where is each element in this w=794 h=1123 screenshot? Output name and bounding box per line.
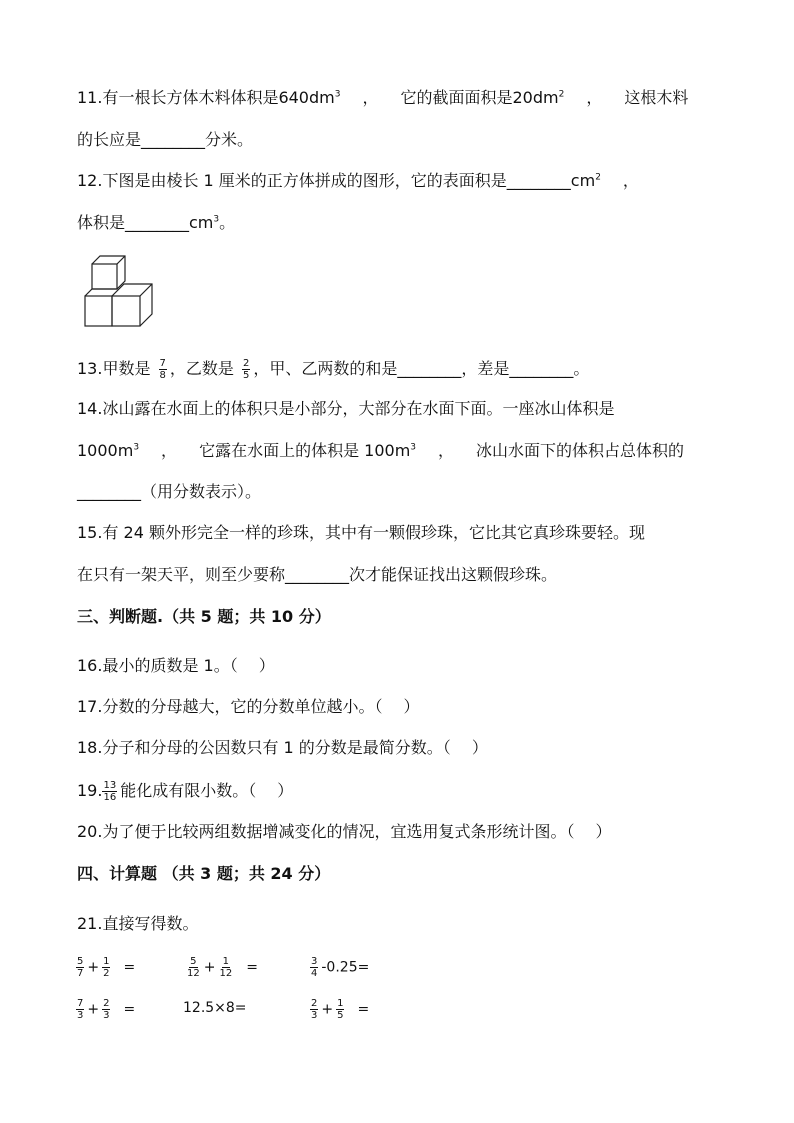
- q19-text: 能化成有限小数。（ ）: [120, 781, 294, 800]
- plus-sign: +: [321, 1001, 334, 1018]
- fraction-numerator: 1: [103, 956, 110, 967]
- q12-comma: ，: [622, 171, 639, 190]
- q13-fraction-2: [242, 358, 250, 381]
- fraction-numerator: 3: [311, 956, 318, 967]
- q14-text-2: 它露在水面上的体积是 100m: [199, 441, 411, 460]
- q12-line2: [77, 213, 235, 233]
- calc-fraction: [218, 956, 233, 979]
- q12-sup: 2: [595, 172, 601, 183]
- q14-comma: ，: [161, 441, 178, 460]
- q11-text-3: 这根木料: [624, 88, 689, 107]
- calc-text: -0.25=: [321, 959, 370, 976]
- calc-fraction: [76, 998, 84, 1021]
- calc-fraction: [76, 956, 84, 979]
- equals-sign: =: [246, 959, 258, 976]
- q12-period: 。: [219, 213, 236, 232]
- fraction-denominator: 5: [337, 1010, 344, 1021]
- q15-line1: 15.有 24 颗外形完全一样的珍珠，其中有一颗假珍珠，它比其它真珍珠要轻。现: [77, 523, 645, 542]
- q12-line1: [77, 171, 639, 191]
- fraction-denominator: 7: [77, 968, 84, 979]
- q14-line1: 14.冰山露在水面上的体积只是小部分，大部分在水面下面。一座冰山体积是: [77, 399, 615, 418]
- q11-comma-2: ，: [586, 88, 603, 107]
- calc-r2c3: [310, 998, 369, 1021]
- plus-sign: +: [87, 959, 100, 976]
- q11-line1: [77, 88, 688, 108]
- fraction-denominator: 3: [311, 1010, 318, 1021]
- fraction-denominator: 3: [77, 1010, 84, 1021]
- section-3-heading: 三、判断题.（共 5 题；共 10 分）: [77, 607, 331, 626]
- q21-title: 21.直接写得数。: [77, 914, 199, 933]
- q19-line: [77, 780, 293, 803]
- q14-comma-2: ，: [438, 441, 455, 460]
- plus-sign: +: [87, 1001, 100, 1018]
- calc-r1c3: [310, 956, 369, 979]
- q14-line3: ________（用分数表示）。: [77, 482, 262, 501]
- fraction-denominator: 5: [243, 370, 250, 381]
- cube-figure: [80, 254, 160, 330]
- q13-line: [77, 358, 589, 381]
- calc-r1c1: [76, 956, 135, 979]
- q13-fraction-1: [159, 358, 167, 381]
- calc-r2c1: [76, 998, 135, 1021]
- cube-bottom-left: [85, 296, 112, 326]
- q11-comma: ，: [362, 88, 379, 107]
- calc-fraction: [310, 956, 318, 979]
- cube-top-front: [92, 264, 117, 289]
- q17-line: 17.分数的分母越大，它的分数单位越小。（ ）: [77, 697, 420, 716]
- q13-text: 13.甲数是: [77, 359, 151, 378]
- fraction-numerator: 1: [222, 956, 230, 967]
- fraction-denominator: 12: [219, 968, 233, 979]
- fraction-denominator: 2: [103, 968, 110, 979]
- q14-text-3: 冰山水面下的体积占总体积的: [476, 441, 685, 460]
- calc-fraction: [310, 998, 318, 1021]
- fraction-denominator: 12: [187, 968, 200, 979]
- equals-sign: =: [357, 1001, 370, 1018]
- q13-text-3: ，甲、乙两数的和是________，差是________。: [253, 359, 590, 378]
- fraction-numerator: 5: [190, 956, 197, 967]
- q16-line: 16.最小的质数是 1。（ ）: [77, 656, 275, 675]
- calc-fraction: [102, 956, 110, 979]
- q20-line: 20.为了便于比较两组数据增减变化的情况，宜选用复式条形统计图。（ ）: [77, 822, 612, 841]
- fraction-numerator: 5: [77, 956, 84, 967]
- q14-sup-2: 3: [410, 442, 417, 453]
- fraction-numerator: 7: [77, 998, 84, 1009]
- q18-line: 18.分子和分母的公因数只有 1 的分数是最简分数。（ ）: [77, 738, 488, 757]
- q13-text-2: ，乙数是: [169, 359, 234, 378]
- q14-sup: 3: [133, 442, 140, 453]
- fraction-denominator: 16: [103, 792, 117, 803]
- fraction-numerator: 7: [159, 358, 166, 369]
- cube-bottom-right: [112, 296, 140, 326]
- fraction-numerator: 2: [103, 998, 110, 1009]
- calc-fraction: [336, 998, 344, 1021]
- q12-text: 12.下图是由棱长 1 厘米的正方体拼成的图形，它的表面积是________cm: [77, 171, 596, 190]
- equals-sign: =: [123, 1001, 136, 1018]
- fraction-denominator: 3: [103, 1010, 110, 1021]
- q11-text-2: 它的截面面积是20dm: [400, 88, 559, 107]
- q11-sup-2: 2: [558, 89, 565, 100]
- section-4-heading: 四、计算题 （共 3 题；共 24 分）: [77, 864, 331, 883]
- fraction-numerator: 2: [311, 998, 318, 1009]
- plus-sign: +: [203, 959, 216, 976]
- fraction-numerator: 13: [103, 780, 117, 791]
- q11-sup: 3: [334, 89, 341, 100]
- q11-line2: 的长应是________分米。: [77, 130, 254, 149]
- q14-text: 1000m: [77, 441, 134, 460]
- fraction-numerator: 1: [337, 998, 344, 1009]
- calc-r2c2: 12.5×8=: [183, 1000, 247, 1016]
- q19-number: 19.: [77, 781, 103, 800]
- fraction-numerator: 2: [243, 358, 250, 369]
- q12-text-2: 体积是________cm: [77, 213, 214, 232]
- q14-line2: [77, 441, 684, 461]
- calc-fraction: [102, 998, 110, 1021]
- calc-r1c2: [186, 956, 258, 979]
- q11-text: 11.有一根长方体木料体积是640dm: [77, 88, 335, 107]
- equals-sign: =: [123, 959, 136, 976]
- q19-fraction: [102, 780, 117, 803]
- calc-fraction: [186, 956, 201, 979]
- fraction-denominator: 8: [159, 370, 166, 381]
- fraction-denominator: 4: [311, 968, 318, 979]
- q15-line2: 在只有一架天平，则至少要称________次才能保证找出这颗假珍珠。: [77, 565, 558, 584]
- q12-sup-2: 3: [213, 214, 220, 225]
